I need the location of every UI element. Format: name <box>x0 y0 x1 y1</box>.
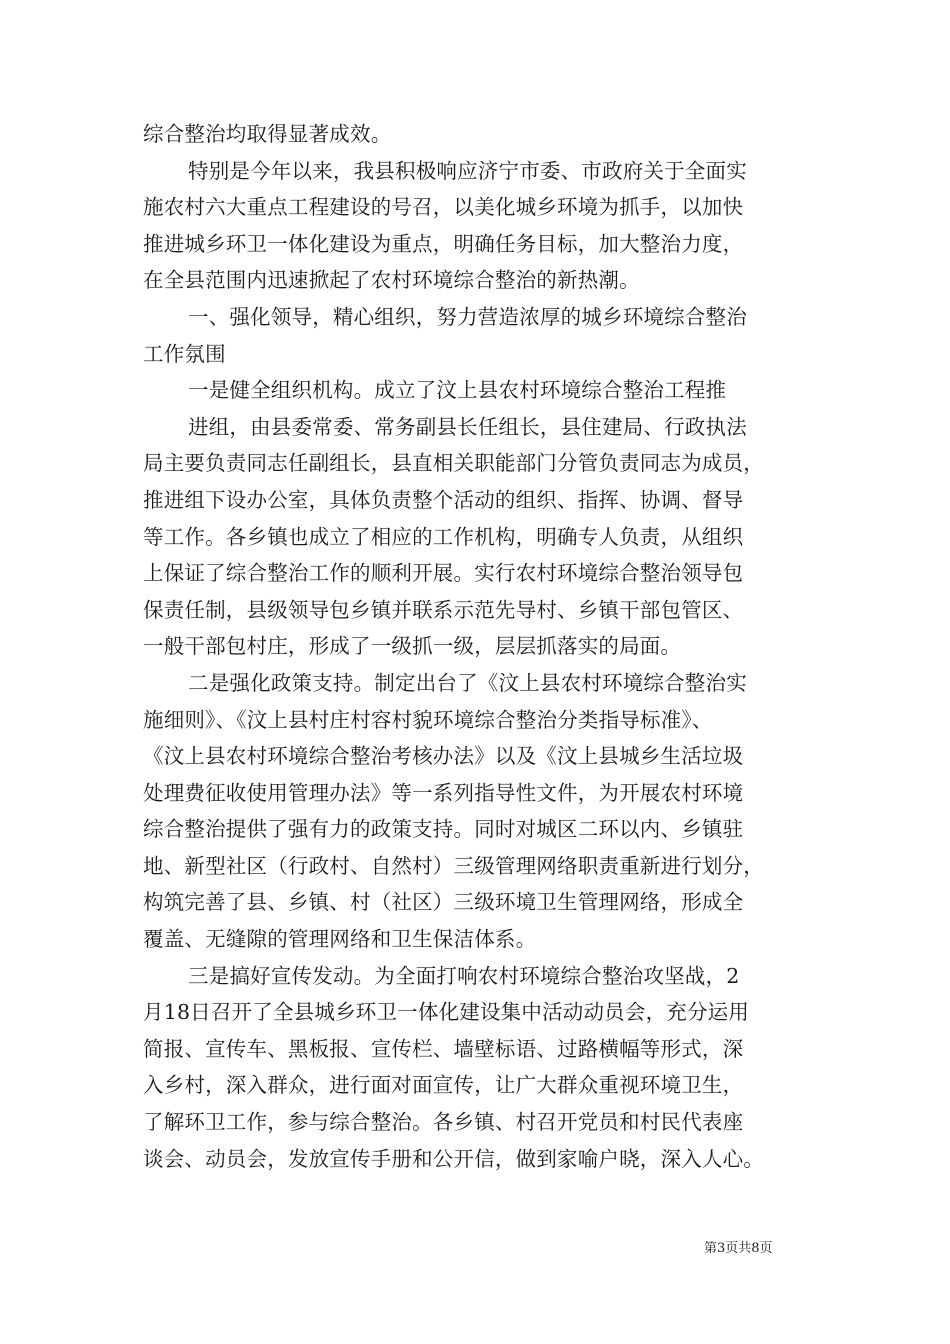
text-line: 了解环卫工作，参与综合整治。各乡镇、村召开党员和村民代表座 <box>143 1110 744 1135</box>
text-line: 局主要负责同志任副组长，县直相关职能部门分管负责同志为成员， <box>143 451 764 476</box>
text-line: 在全县范围内迅速掀起了农村环境综合整治的新热潮。 <box>143 268 640 293</box>
text-line: 特别是今年以来，我县积极响应济宁市委、市政府关于全面实 <box>188 158 747 183</box>
text-line: 构筑完善了县、乡镇、村（社区）三级环境卫生管理网络，形成全 <box>143 890 744 915</box>
text-line: 简报、宣传车、黑板报、宣传栏、墙壁标语、过路横幅等形式，深 <box>143 1036 744 1061</box>
text-line: 处理费征收使用管理办法》等一系列指导性文件，为开展农村环境 <box>143 780 744 805</box>
text-line: 施农村六大重点工程建设的号召，以美化城乡环境为抓手，以加快 <box>143 195 744 220</box>
section-heading: 一、强化领导，精心组织，努力营造浓厚的城乡环境综合整治 <box>188 304 747 329</box>
text-line: 月18日召开了全县城乡环卫一体化建设集中活动动员会，充分运用 <box>143 1000 750 1025</box>
text-line: 进组，由县委常委、常务副县长任组长，县住建局、行政执法 <box>188 414 747 439</box>
text-line: 谈会、动员会，发放宣传手册和公开信，做到家喻户晓，深入人心。 <box>143 1146 764 1171</box>
text-line: 一是健全组织机构。成立了汶上县农村环境综合整治工程推 <box>188 378 727 403</box>
text-line: 保责任制，县级领导包乡镇并联系示范先导村、乡镇干部包管区、 <box>143 597 744 622</box>
text-line: 覆盖、无缝隙的管理网络和卫生保洁体系。 <box>143 927 537 952</box>
text-line: 三是搞好宣传发动。为全面打响农村环境综合整治攻坚战，2 <box>188 963 740 988</box>
document-body <box>143 116 823 1177</box>
text-line: 上保证了综合整治工作的顺利开展。实行农村环境综合整治领导包 <box>143 561 744 586</box>
section-heading: 工作氛围 <box>143 341 226 366</box>
text-line: 综合整治均取得显著成效。 <box>143 122 392 146</box>
text-line: 推进城乡环卫一体化建设为重点，明确任务目标，加大整治力度， <box>143 231 744 256</box>
text-line: 等工作。各乡镇也成立了相应的工作机构，明确专人负责，从组织 <box>143 524 744 549</box>
page-number: 第3页共8页 <box>704 1241 773 1256</box>
text-line: 综合整治提供了强有力的政策支持。同时对城区二环以内、乡镇驻 <box>143 817 744 842</box>
text-line: 推进组下设办公室，具体负责整个活动的组织、指挥、协调、督导 <box>143 487 744 512</box>
text-line: 《汶上县农村环境综合整治考核办法》以及《汶上县城乡生活垃圾 <box>143 744 744 769</box>
text-line: 二是强化政策支持。制定出台了《汶上县农村环境综合整治实 <box>188 670 747 695</box>
text-line: 施细则》、《汶上县村庄村容村貌环境综合整治分类指导标准》、 <box>143 707 713 732</box>
text-line: 地、新型社区（行政村、自然村）三级管理网络职责重新进行划分， <box>143 853 764 878</box>
text-line: 入乡村，深入群众，进行面对面宣传，让广大群众重视环境卫生， <box>143 1073 744 1098</box>
text-line: 一般干部包村庄，形成了一级抓一级，层层抓落实的局面。 <box>143 634 682 659</box>
